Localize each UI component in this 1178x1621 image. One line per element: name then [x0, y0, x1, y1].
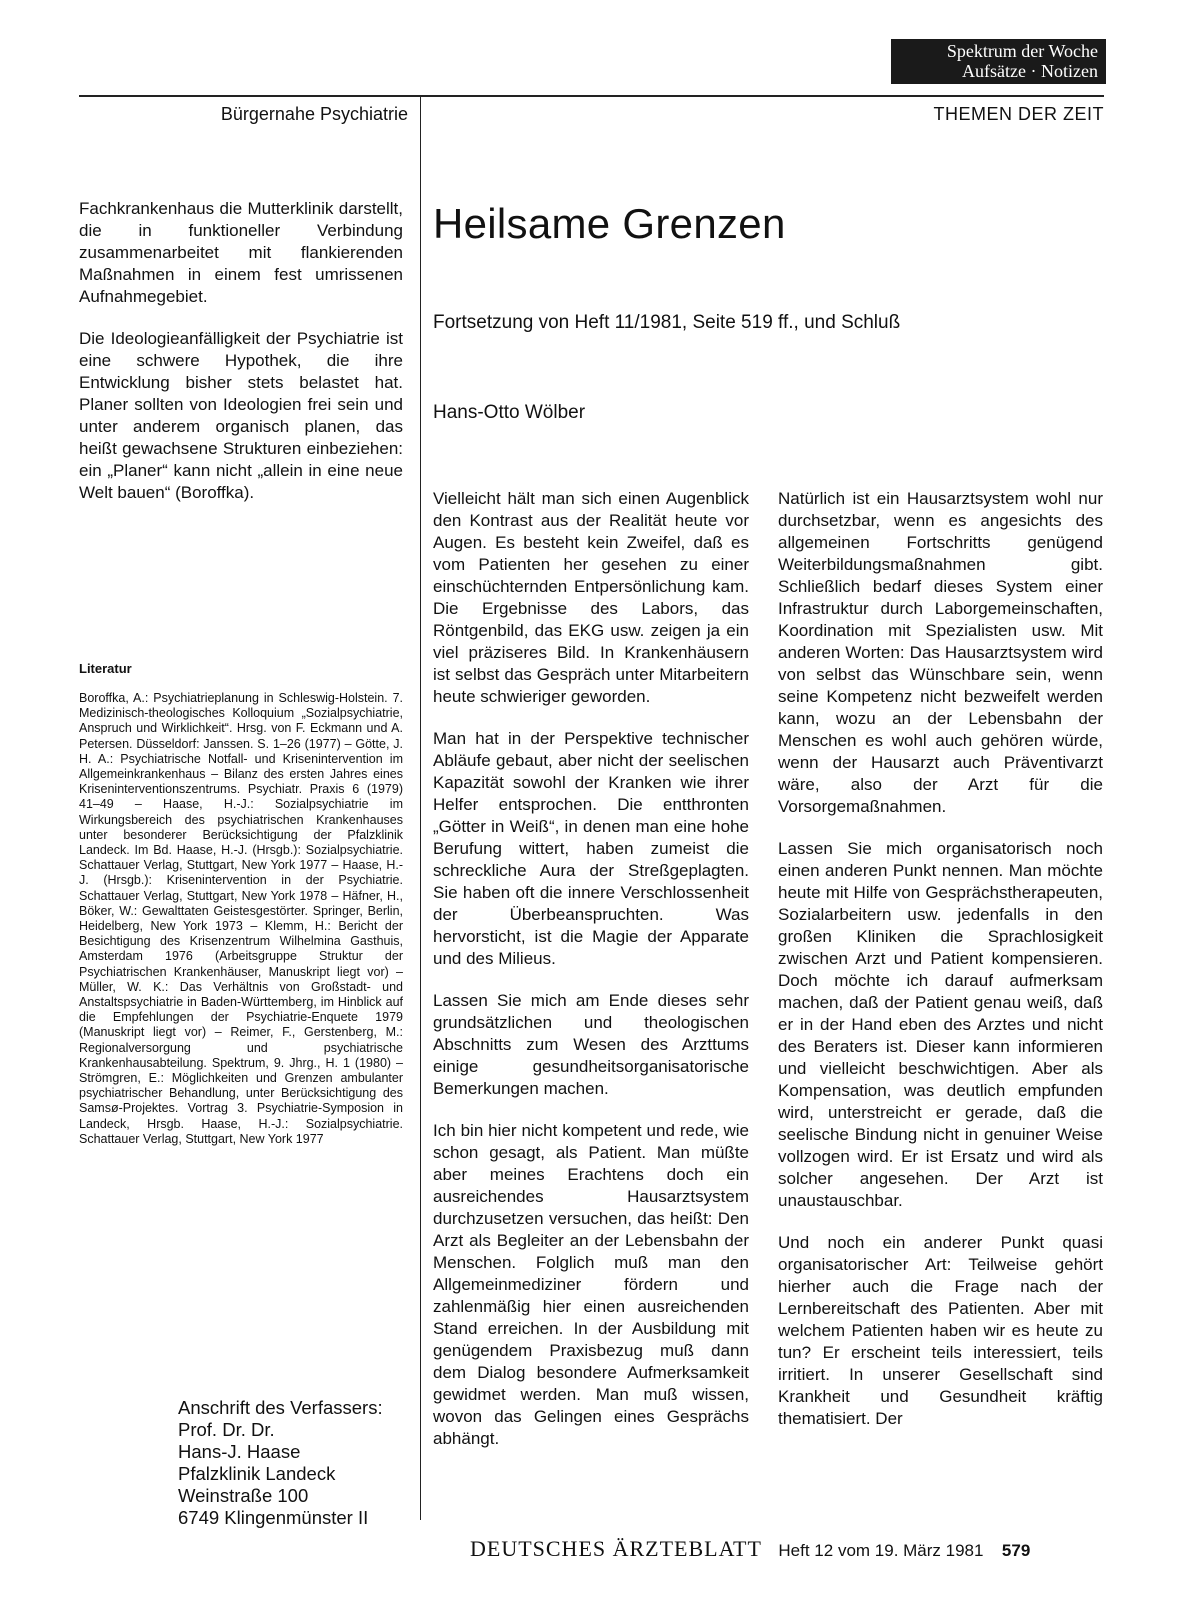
paragraph: Natürlich ist ein Hausarztsystem wohl nur durchsetzbar, wenn es angesichts des allgemeinen Fortschritts genügend Weiterbildungsmaßnahmen gibt. Schließlich bedarf dieses System einer Infrastruktur durch Laborgemeinschaften, Koordination mit Spezialisten usw. Mit anderen Worten: Das Hausarztsystem wird von selbst das Wünschbare sein, wenn seine Kompetenz nicht bezweifelt werden kann, wozu an der Lebensbahn der Menschen es wohl auch gehören würde, wenn der Hausarzt auch Präventivarzt wäre, also der Arzt für die Vorsorgemaßnahmen. [778, 489, 1103, 816]
middle-column [433, 488, 749, 1470]
article-author: Hans-Otto Wölber [433, 402, 586, 423]
paragraph: Die Ideologieanfälligkeit der Psychiatrie ist eine schwere Hypothek, die ihre Entwicklung bisher stets belastet hat. Planer sollten von Ideologien frei sein und unter anderem organisch planen, das heißt gewachsene Strukturen einbeziehen: ein „Planer“ kann nicht „allein in eine neue Welt bauen“ (Boroffka). [79, 329, 403, 502]
literature-heading: Literatur [79, 661, 132, 676]
address-line: Anschrift des Verfassers: [178, 1397, 383, 1418]
section-badge [891, 39, 1106, 84]
address-line: 6749 Klingenmünster II [178, 1507, 369, 1528]
address-line: Weinstraße 100 [178, 1485, 309, 1506]
paragraph: Und noch ein anderer Punkt quasi organisatorischer Art: Teilweise gehört hierher auch die Frage nach der Lernbereitschaft des Patienten. Aber mit welchem Patienten haben wir es heute zu tun? Er erscheint teils interessiert, teils irritiert. In unserer Gesellschaft sind Krankheit und Gesundheit kräftig thematisiert. Der [778, 1233, 1103, 1428]
literature-list: Boroffka, A.: Psychiatrieplanung in Schleswig-Holstein. 7. Medizinisch-theologisches Kolloquium „Sozialpsychiatrie, Anspruch und Wirklichkeit“. Hrsg. von F. Eckmann und A. Petersen. Düsseldorf: Janssen. S. 1–26 (1977) – Götte, J. H. A.: Psychiatrische Notfall- und Krisenintervention im Allgemeinkrankenhaus – Bilanz des ersten Jahres eines Kriseninterventionszentrums. Psychiatr. Praxis 6 (1979) 41–49 – Haase, H.-J.: Sozialpsychiatrie im Wirkungsbereich des psychiatrischen Krankenhauses unter besonderer Berücksichtigung der Pfalzklinik Landeck. Im Bd. Haase, H.-J. (Hrsgb.): Sozialpsychiatrie. Schattauer Verlag, Stuttgart, New York 1977 – Haase, H.-J. (Hrsgb.): Krisenintervention in der Psychiatrie. Schattauer Verlag, Stuttgart, New York 1978 – Häfner, H., Böker, W.: Gewalttaten Geistesgestörter. Springer, Berlin, Heidelberg, New York 1973 – Klemm, H.: Bericht der Besichtigung des Krisenzentrum Wilhelmina Gasthuis, Amsterdam 1976 (Arbeitsgruppe Struktur der Psychiatrischen Krankenhäuser, Manuskript liegt vor) – Müller, W. K.: Das Verhältnis von Großstadt- und Anstaltspsychiatrie in Baden-Württemberg, im Hinblick auf die Empfehlungen der Psychiatrie-Enquete 1979 (Manuskript liegt vor) – Reimer, F., Gerstenberg, M.: Regionalversorgung und psychiatrische Krankenhausabteilung. Spektrum, 9. Jhrg., H. 1 (1980) – Strömgren, E.: Möglichkeiten und Grenzen ambulanter psychiatrischer Behandlung, unter Berücksichtigung des Samsø-Projektes. Vortrag 3. Psychiatrie-Symposion in Landeck, Hrsgb. Haase, H.-J.: Sozialpsychiatrie. Schattauer Verlag, Stuttgart, New York 1977 [79, 691, 403, 1146]
author-address [178, 1397, 383, 1529]
paragraph: Lassen Sie mich organisatorisch noch einen anderen Punkt nennen. Man möchte heute mit Hilfe von Gesprächstherapeuten, Sozialarbeitern usw. jedenfalls in den großen Kliniken die Sprachlosigkeit zwischen Arzt und Patient kompensieren. Doch möchte ich darauf aufmerksam machen, daß der Patient genau weiß, daß er in der Hand eben des Arztes und nicht des Beraters ist. Dieser kann informieren und vielleicht beschwichtigen. Aber als Kompensation, was deutlich empfunden wird, unterstreicht er gerade, daß die seelische Bindung nicht in genuiner Weise vollzogen wird. Er ist Ersatz und wird als solcher angesehen. Der Arzt ist unaustauschbar. [778, 839, 1103, 1210]
address-line: Pfalzklinik Landeck [178, 1463, 336, 1484]
article-subtitle: Fortsetzung von Heft 11/1981, Seite 519 ff., und Schluß [433, 312, 901, 333]
paragraph: Man hat in der Perspektive technischer Abläufe gebaut, aber nicht der seelischen Kapazität sowohl der Kranken wie ihrer Helfer entsprochen. Die entthronten „Götter in Weiß“, in denen man eine hohe Berufung wittert, haben zumeist die schreckliche Aura der Streßgeplagten. Sie haben oft die innere Verschlossenheit der Überbeanspruchten. Was hervorsticht, ist die Magie der Apparate und des Milieus. [433, 729, 749, 968]
section-title-right: THEMEN DER ZEIT [933, 104, 1104, 124]
paragraph: Fachkrankenhaus die Mutterklinik darstellt, die in funktioneller Verbindung zusammenarbeitet mit flankierenden Maßnahmen in einem fest umrissenen Aufnahmegebiet. [79, 199, 403, 306]
page-number: 579 [1001, 1541, 1031, 1560]
journal-name: DEUTSCHES ÄRZTEBLATT [470, 1536, 762, 1561]
address-line: Hans-J. Haase [178, 1441, 301, 1462]
left-column [79, 198, 403, 524]
paragraph: Lassen Sie mich am Ende dieses sehr grundsätzlichen und theologischen Abschnitts zum Wesen des Arzttums einige gesundheitsorganisatorische Bemerkungen machen. [433, 991, 749, 1098]
section-title-left: Bürgernahe Psychiatrie [220, 104, 408, 124]
top-rule [79, 95, 1104, 97]
badge-line-2: Aufsätze · Notizen [962, 61, 1098, 81]
issue-info: Heft 12 vom 19. März 1981 [778, 1541, 984, 1560]
right-column [778, 488, 1103, 1450]
address-line: Prof. Dr. Dr. [178, 1419, 275, 1440]
article-title: Heilsame Grenzen [433, 200, 786, 247]
column-divider [420, 95, 421, 1520]
paragraph: Ich bin hier nicht kompetent und rede, wie schon gesagt, als Patient. Man müßte aber meines Erachtens doch ein ausreichendes Hausarztsystem durchzusetzen versuchen, das heißt: Den Arzt als Begleiter an der Lebensbahn der Menschen. Folglich muß man den Allgemeinmediziner fördern und zahlenmäßig hier einen ausreichenden Stand erreichen. In der Ausbildung mit genügendem Praxisbezug muß dann dem Dialog besondere Aufmerksamkeit gewidmet werden. Man muß wissen, wovon das Gelingen eines Gesprächs abhängt. [433, 1121, 749, 1448]
page-footer [470, 1536, 1030, 1562]
paragraph: Vielleicht hält man sich einen Augenblick den Kontrast aus der Realität heute vor Augen. Es besteht kein Zweifel, daß es vom Patienten her gesehen zu einer einschüchternden Entpersönlichung kam. Die Ergebnisse des Labors, das Röntgenbild, das EKG usw. zeigen ja ein viel präziseres Bild. In Krankenhäusern ist selbst das Gespräch unter Mitarbeitern heute schwieriger geworden. [433, 489, 749, 706]
badge-line-1: Spektrum der Woche [946, 41, 1098, 61]
